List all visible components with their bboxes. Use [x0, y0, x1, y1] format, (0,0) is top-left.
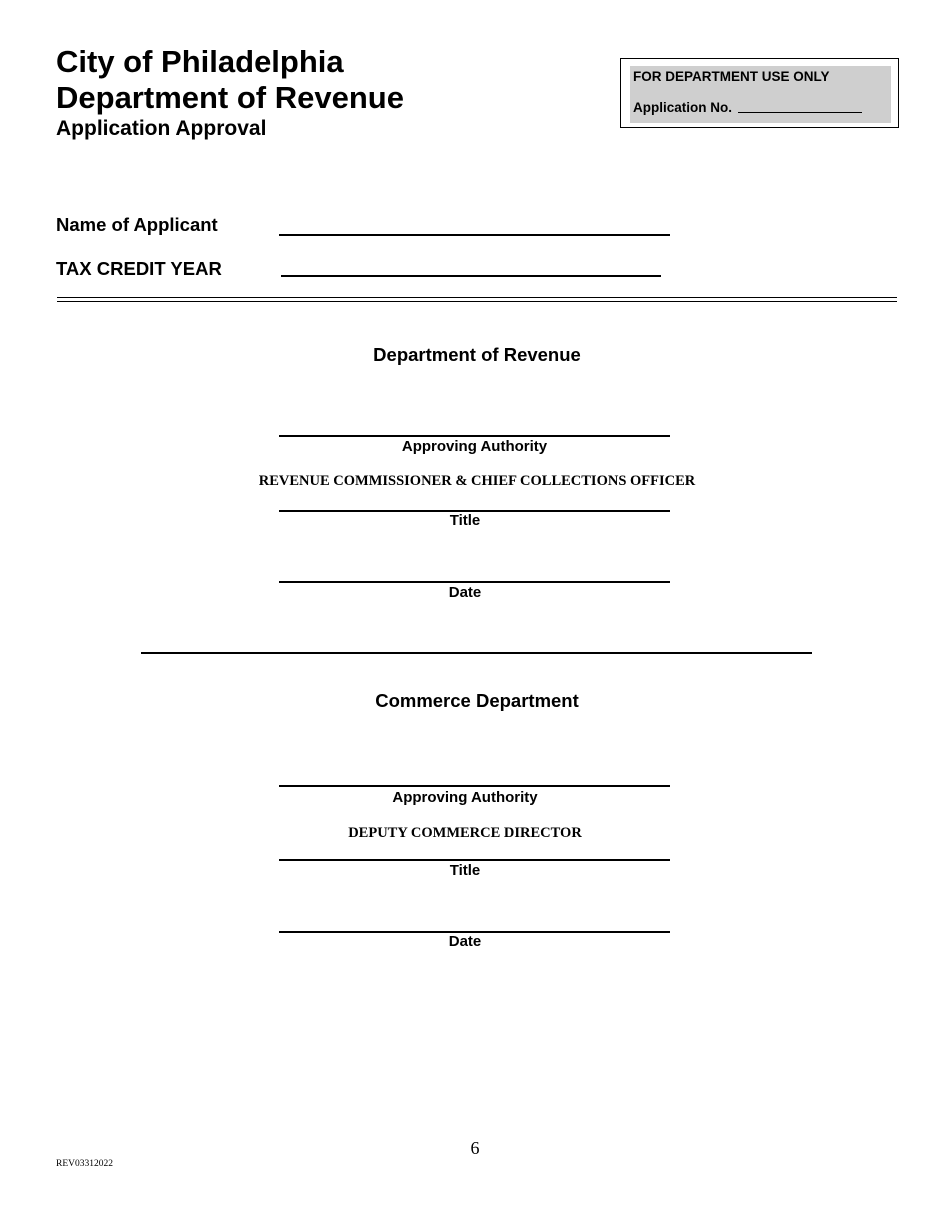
separator-double-bottom — [57, 301, 897, 302]
commerce-title-label: Title — [449, 862, 481, 879]
department-use-title: FOR DEPARTMENT USE ONLY — [633, 69, 830, 84]
tax-credit-year-label: TAX CREDIT YEAR — [56, 258, 222, 279]
revenue-date-label: Date — [448, 584, 482, 601]
application-number-label: Application No. — [633, 100, 732, 115]
revenue-officer-title: REVENUE COMMISSIONER & CHIEF COLLECTIONS OFFICER — [258, 473, 696, 489]
revenue-approving-authority-label: Approving Authority — [401, 438, 548, 455]
commerce-title-line — [279, 859, 670, 861]
section-divider — [141, 652, 812, 654]
separator-double-top — [57, 297, 897, 298]
department-use-box — [620, 58, 899, 128]
department-title: Department of Revenue — [56, 80, 404, 115]
commerce-section-heading: Commerce Department — [375, 690, 579, 711]
revenue-date-field[interactable] — [279, 581, 670, 583]
revenue-approving-authority-signature-line[interactable] — [279, 435, 670, 437]
page-subtitle: Application Approval — [56, 117, 267, 140]
commerce-date-label: Date — [448, 933, 482, 950]
page-number: 6 — [470, 1138, 480, 1158]
applicant-name-label: Name of Applicant — [56, 214, 218, 235]
revenue-title-label: Title — [449, 512, 481, 529]
revenue-section-heading: Department of Revenue — [373, 344, 581, 365]
city-title: City of Philadelphia — [56, 44, 344, 79]
applicant-name-field[interactable] — [279, 234, 670, 236]
commerce-approving-authority-signature-line[interactable] — [279, 785, 670, 787]
form-code: REV03312022 — [56, 1159, 113, 1169]
commerce-officer-title: DEPUTY COMMERCE DIRECTOR — [348, 825, 582, 841]
department-use-shading — [630, 66, 891, 123]
application-number-field[interactable] — [738, 112, 862, 113]
tax-credit-year-field[interactable] — [281, 275, 661, 277]
commerce-approving-authority-label: Approving Authority — [392, 789, 538, 806]
